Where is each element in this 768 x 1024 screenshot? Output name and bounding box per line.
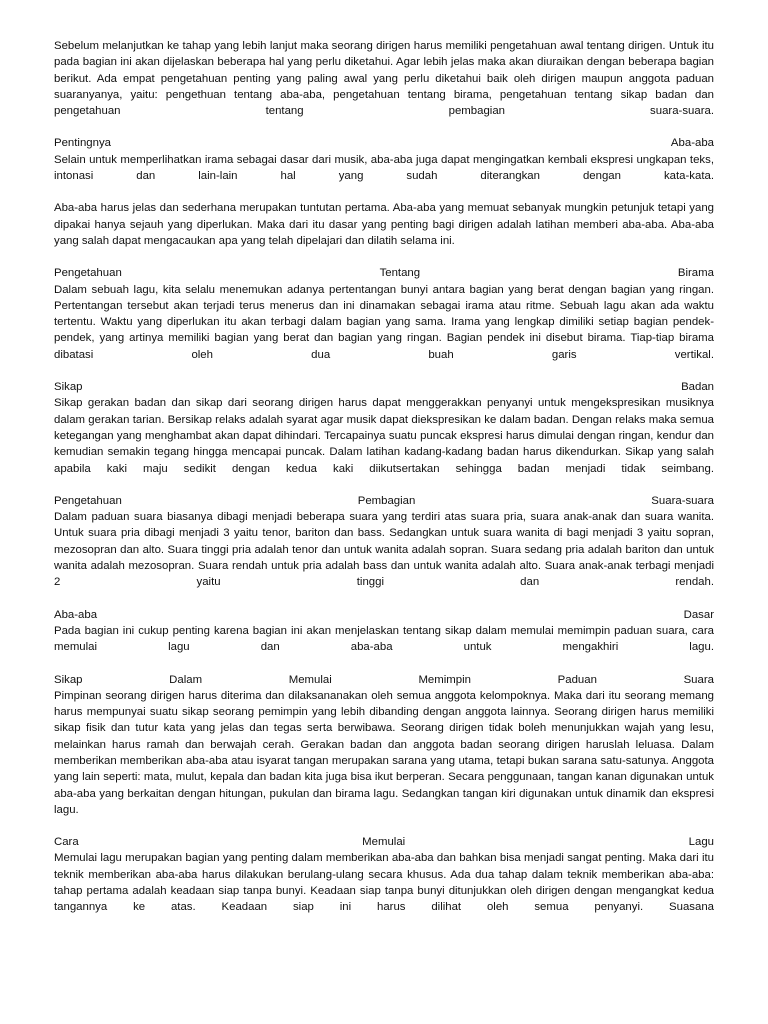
- section-heading-birama: [54, 265, 714, 281]
- heading-word: Pengetahuan: [54, 267, 122, 280]
- section-heading-aba-aba-dasar: [54, 607, 714, 623]
- heading-word: Tentang: [379, 267, 421, 280]
- section-heading-sikap-memimpin: [54, 672, 714, 688]
- body-paragraph: Sikap gerakan badan dan sikap dari seorang dirigen harus dapat menggerakkan penyanyi untuk mengekspresikan musiknya dalam gerakan tarian. Bersikap relaks adalah syarat agar musik dapat diekspresikan ke dalam badan. Dengan relaks maka semua ketegangan yang menghambat akan dapat dihindari. Tercapainya suatu puncak ekspresi harus dimulai dengan ringan, kendur dan kemudian semakin tegang hingga mencapai puncak. Dalam latihan kadang-kadang badan harus dikendurkan. Sikap yang salah apabila kaki maju sedikit dengan kedua kaki diikutsertakan sehingga badan menjadi tidak seimbang.: [54, 397, 714, 475]
- body-paragraph: Dalam paduan suara biasanya dibagi menjadi beberapa suara yang terdiri atas suara pria, suara anak-anak dan suara wanita. Untuk suara pria dibagi menjadi 3 yaitu tenor, bariton dan bass. Sedangkan untuk suara wanita di bagi menjadi 3 yaitu sopran, mezosopran dan alto. Suara tinggi pria adalah tenor dan untuk wanita adalah sopran. Suara sedang pria adalah bariton dan untuk wanita adalah mezosopran. Suara rendah untuk pria adalah bass dan untuk wanita adalah alto. Suara anak-anak terbagi menjadi 2 yaitu tinggi dan rendah.: [54, 511, 714, 589]
- heading-word: Memulai: [362, 836, 406, 849]
- heading-word: Dalam: [169, 673, 203, 686]
- heading-word: Birama: [677, 267, 714, 280]
- section-heading-pembagian-suara: [54, 493, 714, 509]
- heading-word: Sikap: [54, 673, 83, 686]
- body-paragraph: Selain untuk memperlihatkan irama sebagai dasar dari musik, aba-aba juga dapat mengingatkan kembali ekspresi ungkapan teks, intonasi dan lain-lain hal yang sudah diterangkan dengan kata-kata.: [54, 153, 714, 183]
- heading-word: Cara: [54, 836, 79, 849]
- body-paragraph: Memulai lagu merupakan bagian yang penting dalam memberikan aba-aba dan bahkan bisa menjadi sangat penting. Maka dari itu teknik memberikan aba-aba harus dilakukan berulang-ulang secara khusus. Ada dua tahap dalam teknik memberikan aba-aba: tahap pertama adalah keadaan siap tanpa bunyi. Keadaan siap tanpa bunyi ditunjukkan oleh dirigen dengan mengangkat kedua tangannya ke atas. Keadaan siap ini harus dilihat oleh semua penyanyi. Suasana: [54, 852, 714, 914]
- heading-word: Aba-aba: [54, 608, 98, 621]
- body-paragraph: Pimpinan seorang dirigen harus diterima dan dilaksananakan oleh semua anggota kelompoknya. Maka dari itu seorang memang harus mempunyai suatu sikap seorang pemimpin yang lebih dibanding dengan anggota lainnya. Seorang dirigen harus memiliki sikap fisik dan tutur kata yang jelas dan tegas serta berwibawa. Seorang dirigen tidak boleh menunjukkan wajah yang lesu, melainkan harus ramah dan berwajah cerah. Gerakan badan dan anggota badan seorang dirigen haruslah leluasa. Dalam memberikan memberikan aba-aba atau isyarat tangan merupakan sarana yang utama, tetapi bukan sarana satu-satunya. Anggota yang lain seperti: mata, mulut, kepala dan badan kita juga bisa ikut berperan. Secara penggunaan, tangan kanan digunakan untuk aba-aba yang berkaitan dengan hitungan, pukulan dan birama lagu. Sedangkan tangan kiri digunakan untuk dinamik dan ekspresi lagu.: [54, 689, 714, 816]
- section-heading-pentingnya-aba-aba: [54, 135, 714, 151]
- heading-word: Pentingnya: [54, 137, 111, 150]
- intro-paragraph: Sebelum melanjutkan ke tahap yang lebih lanjut maka seorang dirigen harus memiliki pengetahuan awal tentang dirigen. Untuk itu pada bagian ini akan dijelaskan beberapa hal yang perlu diketahui. Agar lebih jelas maka akan diuraikan dengan beberapa bagian berikut. Ada empat pengetahuan penting yang paling awal yang perlu diketahui baik oleh dirigen maupun anggota paduan suaranyanya, yaitu: pengethuan tentang aba-aba, pengetahuan tentang birama, pengetahuan tentang sikap badan dan pengetahuan tentang pembagian suara-suara.: [54, 40, 714, 118]
- heading-word: Paduan: [557, 673, 597, 686]
- section-heading-sikap-badan: [54, 379, 714, 395]
- heading-word: Sikap: [54, 381, 83, 394]
- heading-word: Pengetahuan: [54, 494, 122, 507]
- heading-word: Badan: [681, 381, 714, 394]
- heading-word: Aba-aba: [670, 137, 714, 150]
- body-paragraph: Dalam sebuah lagu, kita selalu menemukan adanya pertentangan bunyi antara bagian yang berat dengan bagian yang ringan. Pertentangan tersebut akan terjadi terus menerus dan ini dinamakan sebagai irama atau ritme. Sebuah lagu akan ada waktu tertentu. Waktu yang diperlukan itu akan terbagi dalam bagian yang sama. Irama yang lengkap dimiliki setiap bagian pendek-pendek, yang artinya memiliki bagian yang berat dan bagian yang ringan. Bagian pendek ini disebut birama. Tiap-tiap birama dibatasi oleh dua buah garis vertikal.: [54, 283, 714, 361]
- body-paragraph: Pada bagian ini cukup penting karena bagian ini akan menjelaskan tentang sikap dalam memulai memimpin paduan suara, cara memulai lagu dan aba-aba untuk mengakhiri lagu.: [54, 624, 714, 654]
- heading-word: Memimpin: [418, 673, 471, 686]
- heading-word: Suara-suara: [651, 494, 714, 507]
- heading-word: Dasar: [683, 608, 714, 621]
- heading-word: Pembagian: [357, 494, 416, 507]
- section-heading-cara-memulai-lagu: [54, 834, 714, 850]
- heading-word: Memulai: [288, 673, 332, 686]
- body-paragraph: Aba-aba harus jelas dan sederhana merupakan tuntutan pertama. Aba-aba yang memuat sebanyak mungkin petunjuk tetapi yang dipakai hanya sejauh yang diperlukan. Maka dari itu dasar yang penting bagi dirigen adalah latihan memberi aba-aba. Aba-aba yang salah dapat mengacaukan apa yang telah dipelajari dan dilatih selama ini.: [54, 202, 714, 247]
- heading-word: Suara: [683, 673, 714, 686]
- heading-word: Lagu: [688, 836, 714, 849]
